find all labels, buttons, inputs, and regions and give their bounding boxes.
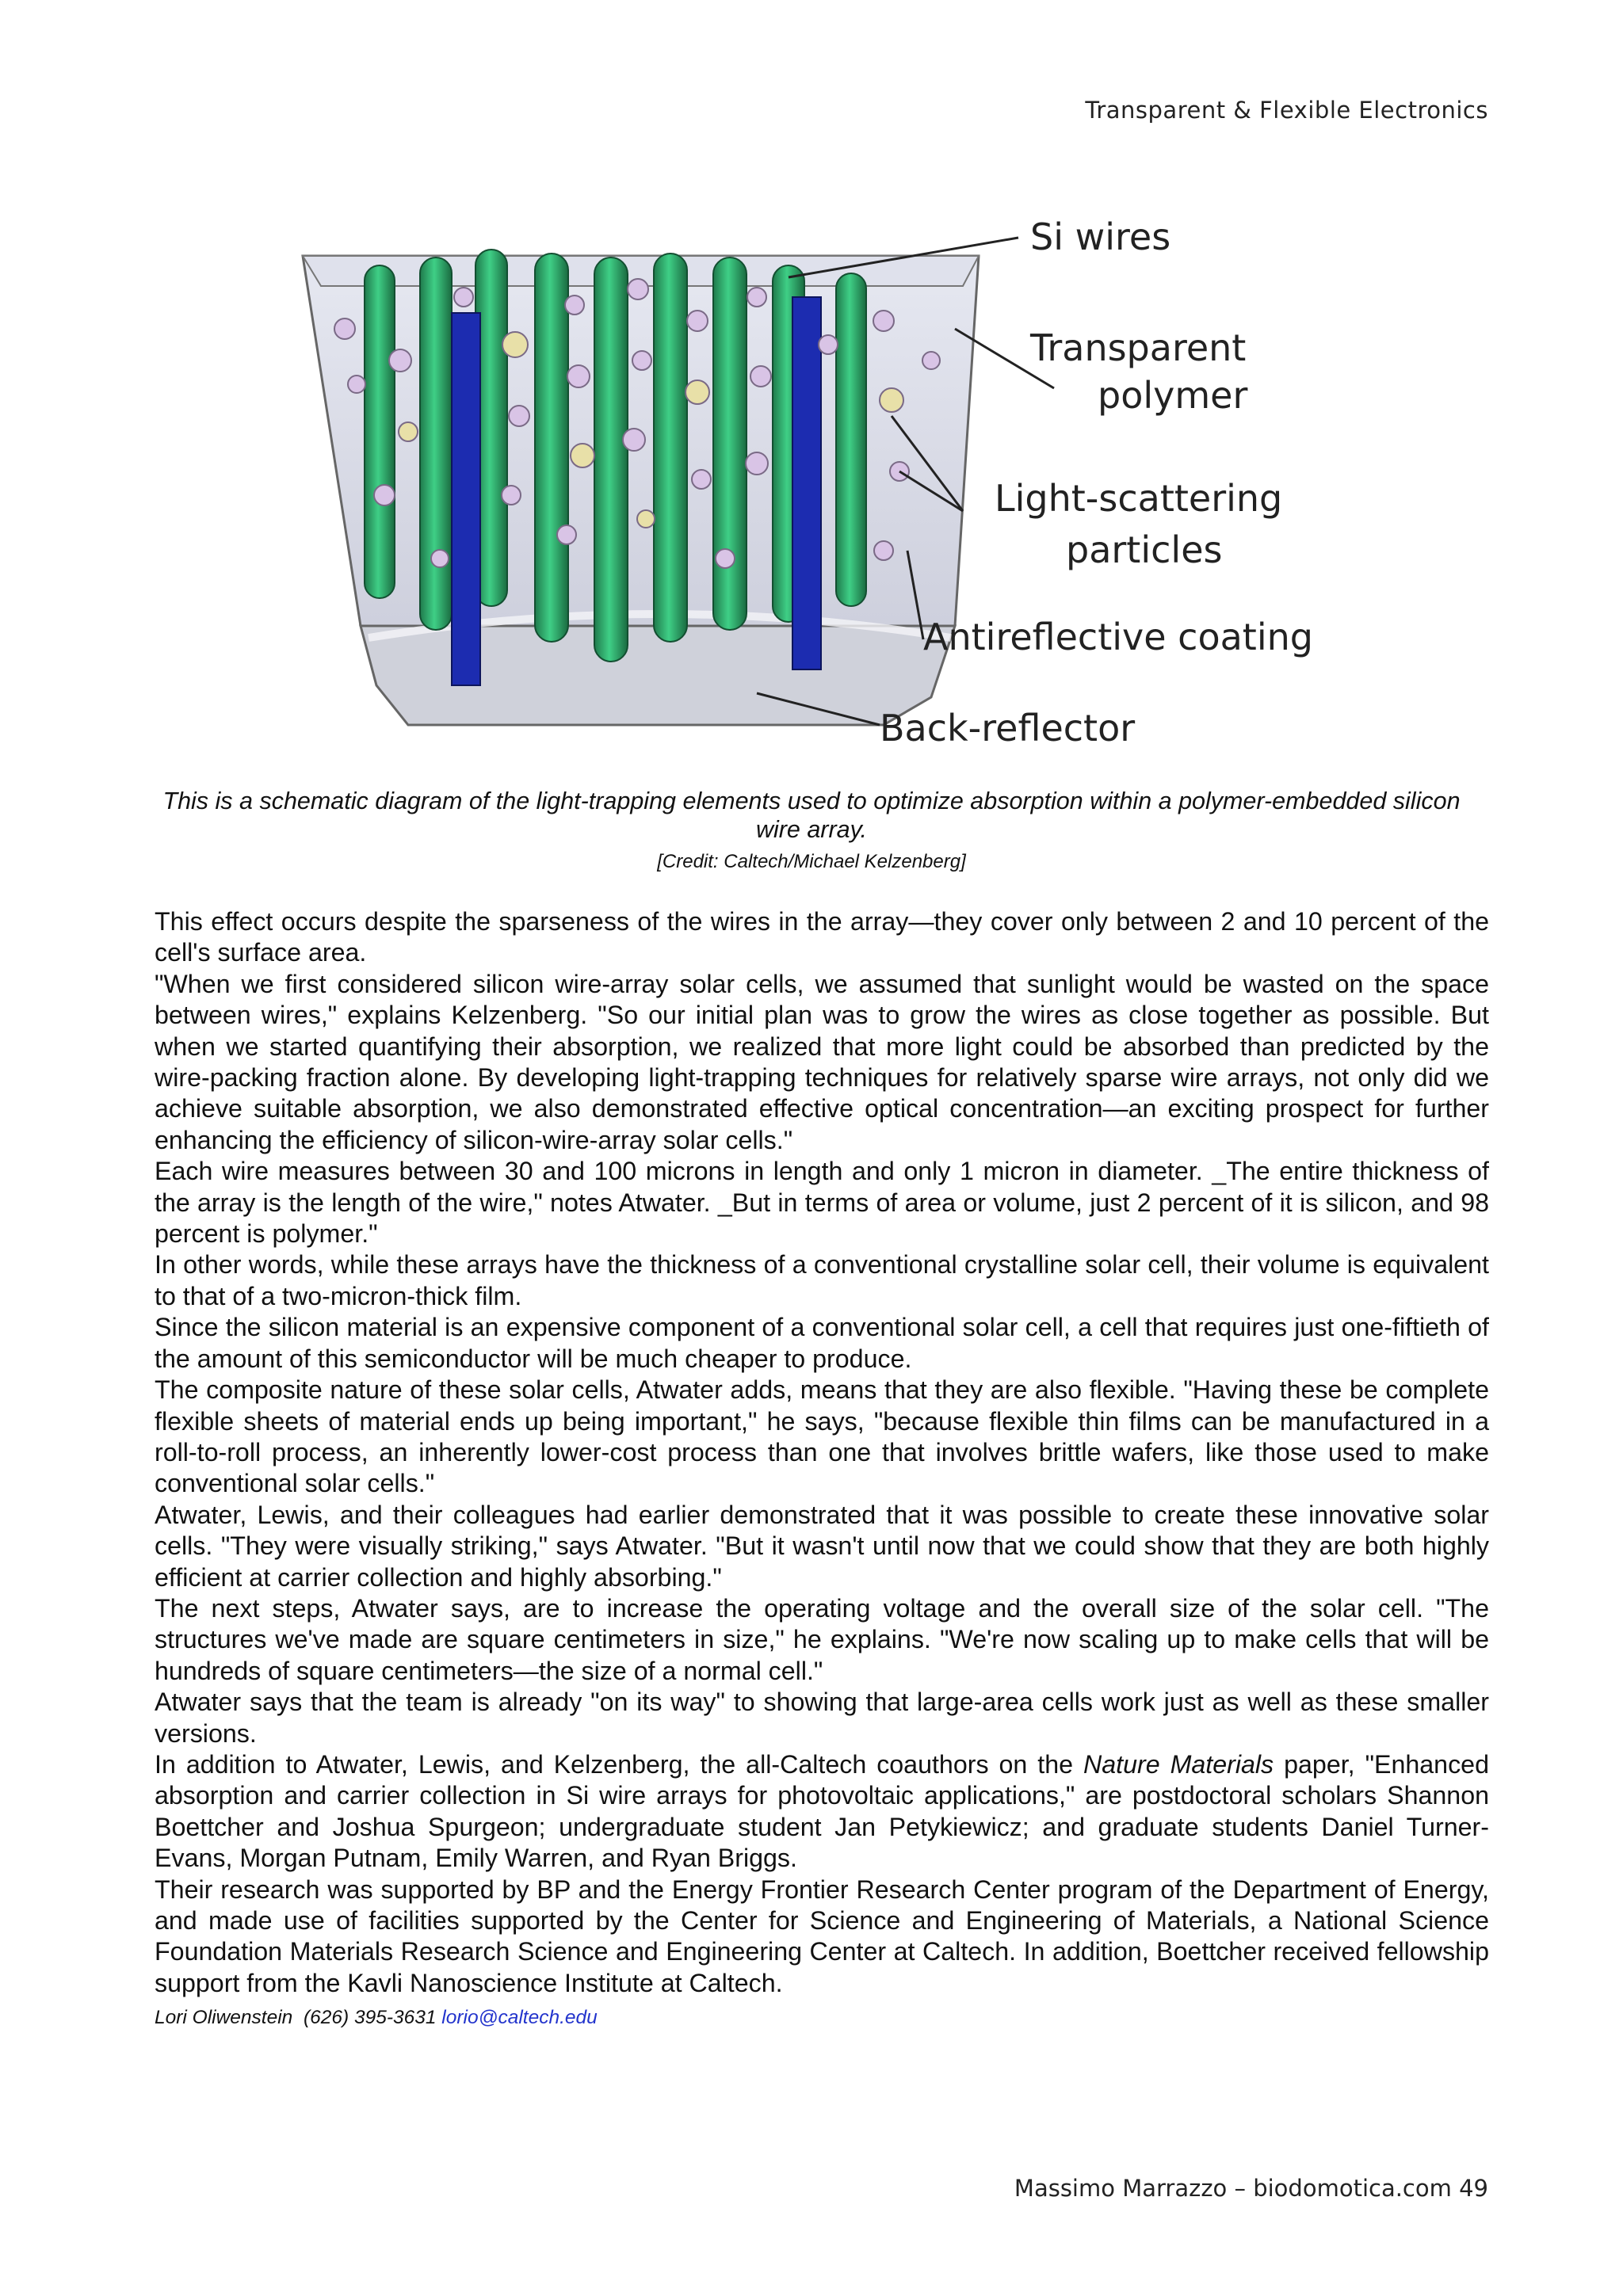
si-wire	[420, 257, 452, 630]
particle	[685, 380, 709, 404]
particle	[502, 486, 521, 505]
coauthors-lead: In addition to Atwater, Lewis, and Kelzenberg, the all-Caltech coauthors on the	[155, 1749, 1083, 1779]
particle	[348, 376, 365, 393]
contact-phone: (626) 395-3631	[303, 2007, 437, 2028]
si-wire-cross-section	[792, 297, 821, 669]
label-polymer: polymer	[1098, 374, 1248, 417]
label-particles: particles	[1066, 528, 1223, 571]
coauthors-rest: paper, "Enhanced absorption and carrier collection in Si wire arrays for photovoltaic applications," are postdoctoral scholars Shannon Boettcher and Joshua Spurgeon; undergraduate student Jan Petykiewicz; and graduate students Daniel Turner-Evans, Morgan Putnam, Emily Warren, and Ryan Briggs.	[155, 1749, 1489, 1873]
particle	[509, 406, 529, 426]
particle	[922, 352, 940, 369]
diagram-svg	[281, 178, 1367, 769]
particle	[431, 550, 449, 567]
paragraph: "When we first considered silicon wire-array solar cells, we assumed that sunlight would be wasted on the space between wires," explains Kelzenberg. "So our initial plan was to grow the wires as close together as possible. But when we started quantifying their absorption, we realized that more light could be absorbed than predicted by the wire-packing fraction alone. By developing light-trapping techniques for relatively sparse wire arrays, not only did we achieve suitable absorption, we also demonstrated effective optical concentration—an exciting prospect for further enhancing the efficiency of silicon-wire-array solar cells."	[155, 969, 1489, 1154]
particle	[692, 470, 711, 489]
paragraph: Each wire measures between 30 and 100 microns in length and only 1 micron in diameter. _The entire thickness of the array is the length of the wire," notes Atwater. _But in terms of area or volume, just 2 percent of it is silicon, and 98 percent is polymer."	[155, 1157, 1489, 1249]
paragraph: Since the silicon material is an expensive component of a conventional solar cell, a cell that requires just one-fiftieth of the amount of this semiconductor will be much cheaper to produce.	[155, 1313, 1489, 1373]
particle	[502, 332, 528, 357]
label-si-wires: Si wires	[1030, 215, 1171, 258]
running-header: Transparent & Flexible Electronics	[1085, 97, 1488, 124]
paragraph: This effect occurs despite the sparseness of the wires in the array—they cover only between 2 and 10 percent of the cell's surface area.	[155, 907, 1489, 967]
label-transparent: Transparent	[1030, 326, 1247, 369]
particle	[454, 288, 473, 307]
particle	[880, 388, 903, 412]
particle	[632, 351, 651, 370]
particle	[819, 335, 838, 354]
particle	[628, 279, 648, 299]
si-wire	[594, 257, 628, 662]
paragraph-funding: Their research was supported by BP and the Energy Frontier Research Center program of the Department of Energy, and made use of facilities supported by the Center for Science and Engineering of Materials, a National Science Foundation Materials Research Science and Engineering Center at Caltech. In addition, Boettcher received fellowship support from the Kavli Nanoscience Institute at Caltech.	[155, 1875, 1489, 1997]
si-wire-cross-section	[452, 313, 480, 685]
particle	[747, 288, 766, 307]
back-reflector-layer	[361, 626, 955, 725]
particle	[399, 422, 418, 441]
particle	[746, 452, 768, 475]
si-wire	[836, 273, 866, 606]
contact-name: Lori Oliwenstein	[155, 2007, 293, 2028]
si-wire	[654, 254, 687, 642]
label-light-scattering: Light-scattering	[995, 477, 1283, 520]
figure-credit: [Credit: Caltech/Michael Kelzenberg]	[657, 851, 966, 872]
paragraph: The composite nature of these solar cells, Atwater adds, means that they are also flexible. "Having these be complete flexible sheets of material ends up being important," he says, "because flexible thin films can be manufactured in a roll-to-roll process, an inherently lower-cost process than one that involves brittle wafers, like those used to make conventional solar cells."	[155, 1375, 1489, 1498]
particle	[565, 296, 584, 315]
paragraph: The next steps, Atwater says, are to increase the operating voltage and the overall size of the solar cell. "The structures we've made are square centimeters in size," he explains. "We're now scaling up to make cells that will be hundreds of square centimeters—the size of a normal cell."	[155, 1593, 1489, 1685]
si-wire	[365, 265, 395, 598]
page-footer: Massimo Marrazzo – biodomotica.com 49	[1014, 2175, 1488, 2202]
particle	[637, 510, 655, 528]
particle	[557, 525, 576, 544]
particle	[873, 311, 894, 331]
particle	[567, 365, 590, 387]
si-wire-array-diagram	[281, 178, 1367, 769]
particle	[334, 318, 355, 339]
si-wire	[713, 257, 747, 630]
figure-caption: This is a schematic diagram of the light-trapping elements used to optimize absorption within a polymer-embedded silicon wire array.	[162, 788, 1461, 843]
paragraph: In other words, while these arrays have the thickness of a conventional crystalline solar cell, their volume is equivalent to that of a two-micron-thick film.	[155, 1250, 1489, 1310]
particle	[716, 549, 735, 568]
paragraph: Atwater says that the team is already "on its way" to showing that large-area cells work just as well as these smaller versions.	[155, 1688, 1489, 1748]
paragraph: Atwater, Lewis, and their colleagues had earlier demonstrated that it was possible to create these innovative solar cells. "They were visually striking," says Atwater. "But it wasn't until now that we could show that they are both highly efficient at carrier collection and highly absorbing."	[155, 1500, 1489, 1592]
particle	[623, 429, 645, 451]
contact-email-link[interactable]: lorio@caltech.edu	[441, 2007, 598, 2028]
si-wire	[535, 254, 568, 642]
particle	[389, 349, 411, 372]
article-body	[155, 906, 1489, 1999]
si-wires	[365, 250, 866, 662]
paragraph-coauthors	[155, 1749, 1489, 1875]
particle	[750, 366, 771, 387]
label-back-reflector: Back-reflector	[880, 707, 1136, 749]
journal-title: Nature Materials	[1083, 1749, 1274, 1779]
particle	[374, 485, 395, 505]
contact-line	[155, 2007, 598, 2029]
particle	[874, 541, 893, 560]
label-antireflective: Antireflective coating	[923, 616, 1313, 658]
particle	[687, 311, 708, 331]
particle	[571, 444, 594, 467]
